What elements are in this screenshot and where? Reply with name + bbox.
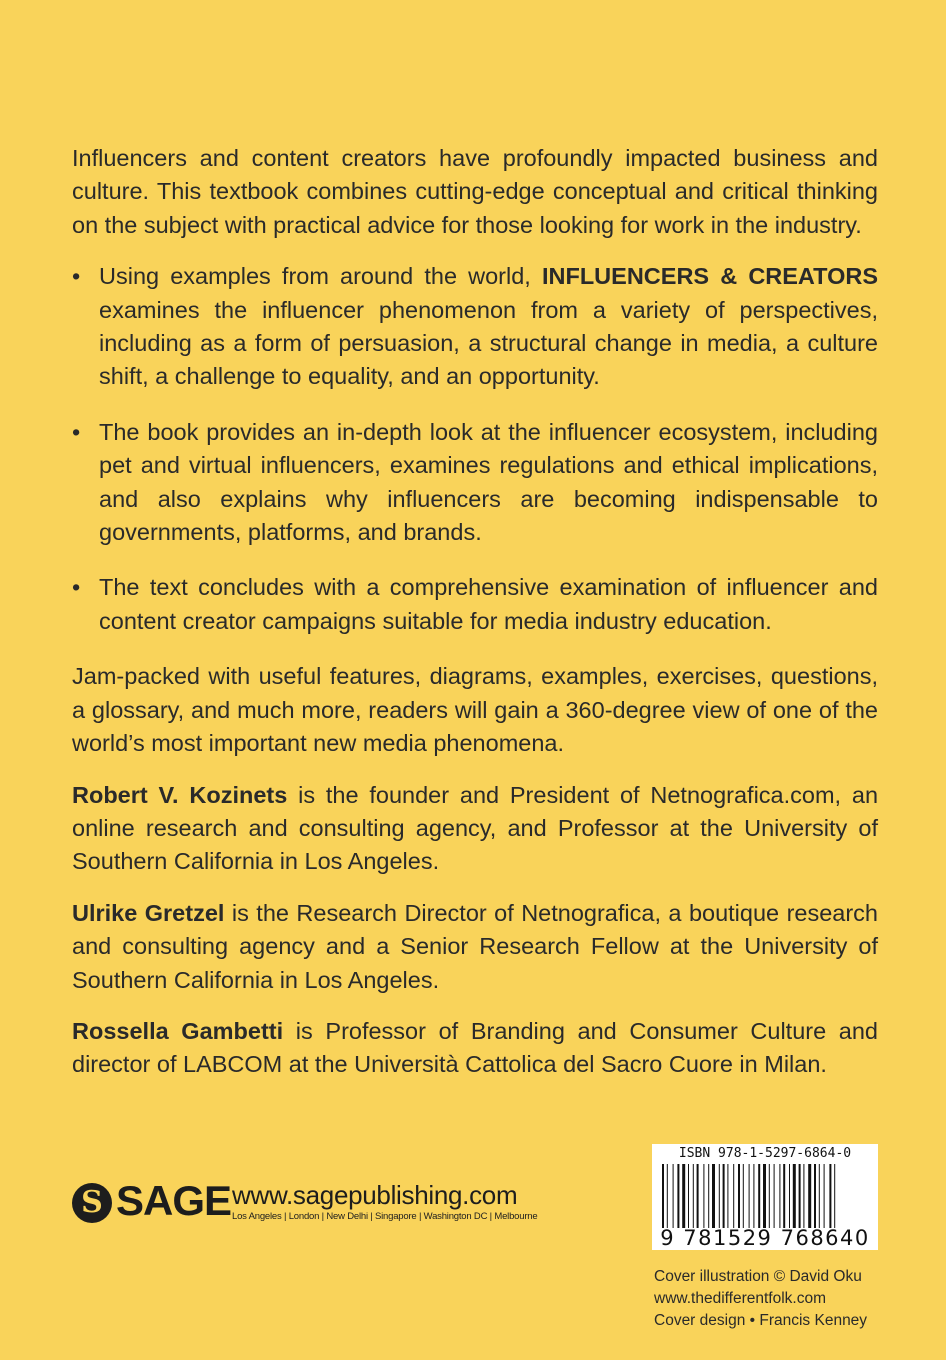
barcode-bar (733, 1164, 734, 1228)
publisher-cities: Los Angeles | London | New Delhi | Singapore | Washington DC | Melbourne (232, 1211, 538, 1222)
author-name: Robert V. Kozinets (72, 781, 288, 808)
barcode-bar (803, 1164, 804, 1228)
barcode-bar (749, 1164, 750, 1228)
barcode-bar (824, 1164, 825, 1228)
barcode-bar (829, 1164, 831, 1228)
isbn-label: ISBN 978-1-5297-6864-0 (678, 1146, 852, 1161)
barcode-bar (789, 1164, 790, 1228)
barcode-number: 9 781529 768640 (660, 1226, 870, 1250)
barcode-bar (779, 1164, 780, 1228)
intro-paragraph: Influencers and content creators have profoundly impacted business and culture. This textbook combines cutting-edge conceptual and critical thinking on the subject with practical advice for those looking for work in the industry. (72, 145, 878, 238)
barcode-bar (688, 1164, 689, 1228)
barcode-bar (793, 1164, 796, 1228)
book-title: INFLUENCERS & CREATORS (541, 263, 879, 290)
barcode-bar (758, 1164, 760, 1228)
barcode-bar (673, 1164, 674, 1228)
feature-item: • The book provides an in-depth look at the influencer ecosystem, including pet and virtual influencers, examines regulations and ethical implications, and also explains why influencers are becoming indispensable to governments, platforms, and brands. (72, 416, 878, 550)
barcode-bar (799, 1164, 801, 1228)
barcode-bar (727, 1164, 728, 1228)
barcode-bar (834, 1164, 835, 1228)
feature-item: • Using examples from around the world, INFLUENCERS & CREATORS examines the influencer phenomenon from a variety of perspectives, including as a form of persuasion, a structural change in media, a culture shift, a challenge to equality, and an opportunity. (72, 260, 878, 394)
author-bio: Rossella Gambetti is Professor of Branding and Consumer Culture and director of LABCOM at the Università Cattolica del Sacro Cuore in Milan. (72, 1017, 878, 1078)
sage-logo-word: SAGE (116, 1177, 232, 1224)
barcode-bar (763, 1164, 766, 1228)
barcode-bar (774, 1164, 775, 1228)
author-bio: Robert V. Kozinets is the founder and President of Netnografica.com, an online research and consulting agency, and Professor at the University of Southern California in Los Angeles. (72, 781, 879, 875)
feature-list (72, 260, 878, 638)
publisher-url[interactable]: www.sagepublishing.com (232, 1180, 518, 1210)
sage-logo-icon: S (72, 1183, 112, 1223)
barcode-bar (723, 1164, 725, 1228)
publisher-block (72, 1177, 542, 1228)
illustration-credit: Cover illustration © David Oku (654, 1268, 862, 1285)
isbn-barcode (652, 1144, 878, 1250)
barcode-bar (708, 1164, 709, 1228)
closing-paragraph: Jam-packed with useful features, diagrams, examples, exercises, questions, a glossary, and much more, readers will gain a 360-degree view of one of the world’s most important new media phenomena. (72, 663, 878, 757)
barcode-bar (719, 1164, 720, 1228)
barcode-icon (662, 1164, 868, 1228)
feature-item: • The text concludes with a comprehensive examination of influencer and content creator campaigns suitable for media industry education. (72, 571, 878, 638)
back-cover-text (72, 142, 878, 1100)
barcode-bar (753, 1164, 754, 1228)
bullet-icon: • (72, 418, 81, 445)
barcode-bar (697, 1164, 699, 1228)
barcode-bar (703, 1164, 704, 1228)
barcode-bar (783, 1164, 785, 1228)
barcode-bar (662, 1164, 664, 1228)
barcode-bar (682, 1164, 685, 1228)
design-credit: Cover design • Francis Kenney (654, 1312, 868, 1329)
barcode-bar (677, 1164, 679, 1228)
barcode-bar (814, 1164, 816, 1228)
cover-credits (654, 1266, 878, 1332)
illustrator-website: www.thedifferentfolk.com (654, 1290, 827, 1307)
bullet-icon: • (72, 574, 81, 601)
barcode-bar (819, 1164, 820, 1228)
author-name: Ulrike Gretzel (72, 899, 225, 926)
author-name: Rossella Gambetti (72, 1017, 284, 1044)
barcode-bar (738, 1164, 740, 1228)
barcode-bar (743, 1164, 744, 1228)
barcode-bar (667, 1164, 668, 1228)
barcode-bar (712, 1164, 715, 1228)
barcode-bar (808, 1164, 811, 1228)
bullet-icon: • (72, 263, 81, 290)
author-bio: Ulrike Gretzel is the Research Director of Netnografica, a boutique research and consulting agency and a Senior Research Fellow at the University of Southern California in Los Angeles. (72, 899, 878, 993)
barcode-bar (769, 1164, 770, 1228)
barcode-bar (693, 1164, 694, 1228)
